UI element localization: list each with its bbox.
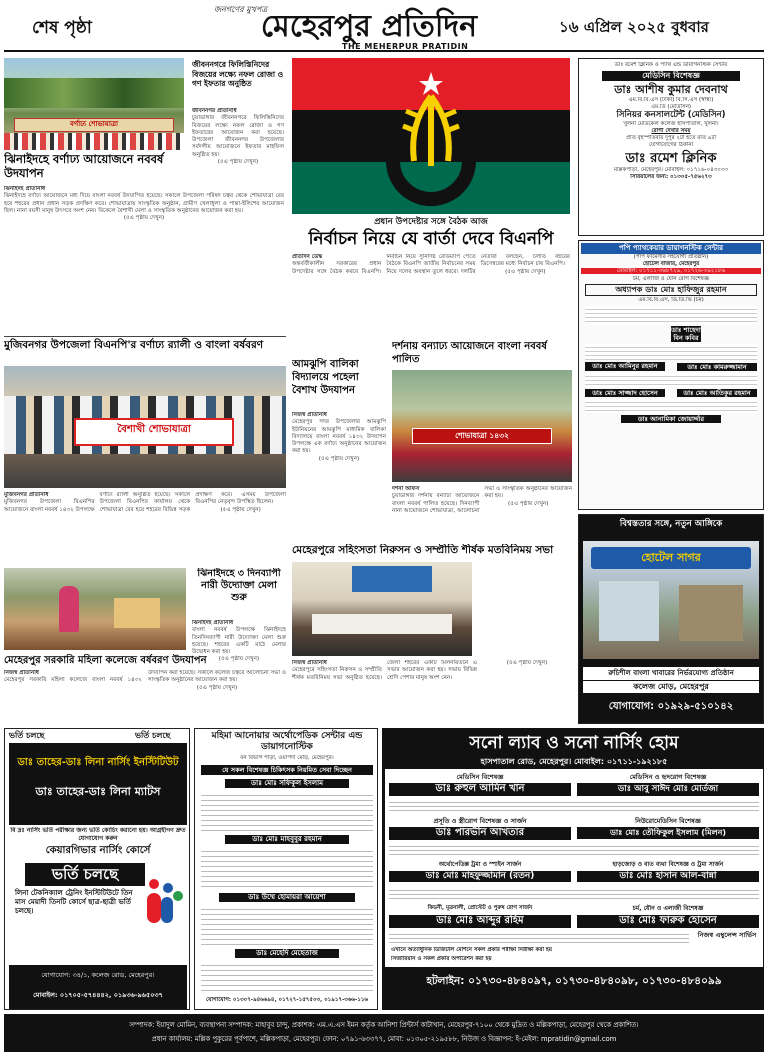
ad-admission: ভর্তি চলছে: [25, 863, 145, 886]
story-text: মুজিবনগর উপজেলা বিএনপির আয়োজনে বাংলা নববর্ষ ১৪৩২ উপলক্ষে বর্ণাঢ্য র‌্যালী অনুষ্ঠিত হয়েছে। সকালে উপজেলা বিএনপির কার্যালয় থেকে শোভাযাত্রা বের হয়ে শহরের বিভিন্ন সড়ক প্রদক্ষিণ করে। এসময় উপজেলা বিএনপির নেতৃবৃন্দ উপস্থিত ছিলেন।: [4, 492, 286, 513]
story-text: বাংলা নববর্ষ উপলক্ষে ঝিনাইদহে তিনদিনব্যাপী নারী উদ্যোক্তা মেলা শুরু হয়েছে। শহরের একটি মাঠে মেলার উদ্বোধন করা হয়।: [192, 627, 286, 656]
ad-desc: রুচিশীল বাংলা খাবারের নির্ভরযোগ্য প্রতিষ্ঠান: [583, 667, 759, 680]
photo-hotel: [583, 541, 759, 659]
ad-spec: কিডনী, মূত্রনালী, প্রোস্টেট ও পুরুষ রোগ সার্জন: [427, 905, 533, 911]
imprint-footer: [4, 1014, 764, 1052]
story-jibonnagar-body: [192, 108, 284, 186]
ad-mohima: [194, 728, 378, 1010]
story-text: মেহেরপুর সদর উপজেলার আমঝুপি ইউনিয়নের আমঝুপি মাধ্যমিক বালিকা বিদ্যালয়ে বাংলা নববর্ষ ১৪৩২ উদযাপন উপলক্ষে এক বর্ণাঢ্য অনুষ্ঠানের আয়োজন করা হয়।: [292, 419, 386, 455]
jump-line: (৫এ পৃষ্ঠায় দেখুন): [217, 158, 259, 165]
ad-mobile: মোবাইল: ০১৭০৫-৫৭৪৪৪২, ০১৯৩৬-৯৬৫০৩৭: [33, 991, 163, 999]
ad-top: ডাঃ রমেশ ক্লিনিক ও প্যাথ এন্ড ডায়াগনস্টিক সেন্টার: [614, 62, 728, 68]
ad-title: পপি প্যাথকেয়ার ডায়াগনস্টিক সেন্টার: [581, 243, 761, 254]
ad-nursing: [4, 728, 190, 1010]
ad-hospital: খুলনা মেডিকেল কলেজ হাসপাতাল, খুলনা।: [623, 121, 719, 127]
ad-doc: ডাঃ মোঃ সফিকুল ইসলাম: [225, 779, 349, 788]
ad-place: কলেজ মোড়, মেহেরপুর: [583, 681, 759, 693]
jump-line: (৫এ পৃষ্ঠায় দেখুন): [196, 684, 238, 691]
ad-popular: [578, 240, 764, 510]
byline: নিজস্ব প্রতিনিধি: [4, 670, 39, 676]
ad-doctor: ডাঃ আশীষ কুমার দেবনাথ: [614, 82, 728, 96]
newspaper-title-en: THE MEHERPUR PRATIDIN: [342, 42, 469, 51]
story-text: মেহেরপুর সরকারি মহিলা কলেজে বাংলা নববর্ষ ১৪৩২ উদযাপন করা হয়েছে। সকালে কলেজ চত্বরে আলোচনা সভা ও সাংস্কৃতিক অনুষ্ঠানের আয়োজন করা হয়।: [4, 670, 286, 684]
ad-spec: অর্থোপেডিক্স ট্রমা ও স্পাইন সার্জন: [438, 861, 522, 868]
ad-doc: ডাঃ মোঃ আতিকুর রহমান: [677, 389, 757, 397]
ad-doc-degree: এম.বি.বি.এস, ডি.ডি.ভি (চর্ম): [638, 297, 704, 304]
photo-sohingsota: [292, 562, 472, 656]
ad-doc: ডাঃ মোঃ আমিনুর রহমান: [585, 362, 665, 370]
ad-sono: [382, 728, 764, 1010]
imprint-line: সম্পাদক: ইয়াদুল মোমিন, ব্যবস্থাপনা সম্পাদক: মাহাবুব চান্দু, প্রকাশক: এম.এ.এস ইমন কর্তৃক আনিশা প্রিন্টার্স কাটাখান, মেহেরপুর-৭১০০ থেকে মুদ্রিত ও মল্লিকপাড়া, মেহেরপুর থেকে প্রকাশিত।: [129, 1021, 639, 1029]
ad-address: যোগাযোগ: ৩৪/১, কলেজ রোড, মেহেরপুর।: [41, 971, 155, 979]
ad-clinic: ডাঃ রমেশ ক্লিনিক: [625, 150, 717, 166]
ad-serial: সিরিয়ালের জন্য: ০১৩০৫-৭৫৬২৭৩: [630, 173, 712, 180]
headline-jhenaidah: ঝিনাইদহে বর্ণাঢ্য আয়োজনে নববর্ষ উদযাপন: [4, 152, 164, 180]
ad-mobile: মোবাইল: ০১৭১১-৩৬৮৭২৯, ০১৭২৬-৩৯২১৮৬: [581, 268, 761, 275]
headline-jibonnagar: জীবননগরে ফিলিস্তিনিদের বিজয়ের লক্ষ্যে নফল রোজা ও গণ ইফতার অনুষ্ঠিত: [192, 60, 284, 88]
jump-line: (৫এ পৃষ্ঠায় দেখুন): [505, 268, 546, 275]
masthead: [4, 4, 764, 52]
ad-doc: ডাঃ মোঃ কামরুজ্জামান: [677, 363, 757, 371]
headline-college: মেহেরপুর সরকারি মহিলা কলেজে বর্ষবরণ উদযাপন: [4, 655, 207, 666]
byline: ঝিনাইদহ প্রতিনিধি: [4, 186, 46, 192]
jump-line: (৫এ পৃষ্ঠায় দেখুন): [123, 215, 165, 222]
ad-address: হোটেল বাজার, মেহেরপুর: [642, 260, 700, 267]
photo-mujibnagar-rally: [4, 366, 286, 488]
ad-doc: ডাঃ মোঃ মাহফুজ্জামান (রতন): [389, 871, 571, 882]
photo-college: [4, 568, 186, 650]
ad-kicker: ভর্তি চলছে: [135, 731, 171, 740]
ad-address: মল্লিকপাড়া, মেহেরপুর। মোবাইল: ০১৭১৬-০৪৩০৩৩: [613, 166, 728, 173]
story-sohingsota-body: [292, 660, 572, 724]
caregiver-logo-icon: [145, 879, 185, 927]
byline: জীবননগর প্রতিনিধি: [192, 108, 237, 114]
story-jhenaidah-body: [4, 186, 284, 326]
ad-note: সিজারিয়ান ও সকল প্রকার অপারেশন করা হয়: [391, 956, 492, 962]
story-text: মেহেরপুরে সহিংসতা নিরুসন ও সম্প্রীতি শীর্ষক মতবিনিময় সভা অনুষ্ঠিত হয়েছে। জেলা শহরের একটি মিলনায়তনে এ সভার আয়োজন করা হয়। সভায় বিভিন্ন শ্রেণি পেশার মানুষ অংশ নেন।: [292, 660, 477, 681]
ad-contact: যোগাযোগের ঠিকানা: [648, 141, 694, 148]
headline-bnp: নির্বাচন নিয়ে যে বার্তা দেবে বিএনপি: [308, 229, 554, 249]
headline-mela: ঝিনাইদহে ৩ দিনব্যাপী নারী উদ্যোক্তা মেলা শুরু: [197, 568, 281, 603]
ad-medicine: [578, 58, 764, 236]
ad-doc: ডাঃ মোঃ মাহবুবুর রহমান: [225, 835, 349, 844]
ad-note: এখানে অত্যাধুনিক ডিজিটাল মেশিনে সকল প্রকার পরীক্ষা নিরীক্ষা করা হয়: [391, 947, 553, 953]
ad-degree2: এম.ডি (মেডিসিন): [650, 103, 692, 110]
ad-phone: যোগাযোগ: ০১৩০৭-৯৪৬৬৯৪, ০১৭২৭-১৫৭৫০৩, ০১৯১৭-৩৬৬-১১৬: [206, 997, 368, 1003]
ad-spec: মেডিসিন বিশেষজ্ঞ: [456, 773, 504, 781]
jump-line: (৫এ পৃষ্ঠায় দেখুন): [508, 500, 549, 507]
ad-hotel: [578, 514, 764, 724]
hotel-sign: হোটেল সাগর: [641, 551, 701, 564]
headline-sohingsota: মেহেরপুরে সহিংসতা নিরুসন ও সম্প্রীতি শীর্ষক মতবিনিময় সভা: [292, 544, 554, 556]
imprint-line: প্রধান কার্যালয়: মল্লিক পুকুরের পূর্বপাশে, মল্লিকপাড়া, মেহেরপুর। ফোন: ০৭৯১-৬৩৩৭৭, মোবা: ০১৩০৫-২১৯৫৮৮, নিউজ ও বিজ্ঞাপন: ই-মেইল: mpratidin@gmail.com: [151, 1035, 617, 1043]
ad-doc: ডাঃ মোঃ সাজ্জাদ হোসেন: [585, 389, 665, 397]
ad-sub: যে সকল বিশেষজ্ঞ চিকিৎসক নিয়মিত সেবা দিচ্ছেন: [201, 765, 373, 775]
ad-doc: ডাঃ মেহেদি মেহেতাজ: [235, 949, 339, 958]
jump-line: (৫এ পৃষ্ঠায় দেখুন): [220, 506, 261, 513]
ad-time: প্রতি বৃহস্পতিবার দুপুর ২টা হতে রাত ৯টা: [626, 134, 716, 141]
photo-banner: বর্ণাঢ্য শোভাযাত্রা: [69, 120, 119, 128]
ad-note: বি দ্রঃ নার্সিং ভর্তি পরীক্ষার জন্য ভর্তি কোচিং করানো হয়। আগ্রহীগণ দ্রুত যোগাযোগ করুন: [10, 827, 186, 842]
ad-doc: ডাঃ রুহুল আমিন খান: [389, 783, 571, 796]
ad-career: কেয়ারগিভার নার্সিং কোর্সে: [45, 845, 151, 856]
ad-doc: অধ্যাপক ডাঃ মোঃ হাফিজুর রহমান: [585, 284, 757, 296]
ad-spec: হাড়জোড় ও বাত ব্যথা বিশেষজ্ঞ ও ট্রমা সার্জন: [612, 861, 724, 868]
story-bnp-body: [292, 254, 570, 330]
story-text: চুয়াডাঙ্গার দর্শনায় বন্যাঢ্য আয়োজনে বাংলা নববর্ষ পালিত হয়েছে। দিনব্যাপী নানা আয়োজনে শোভাযাত্রা, আলোচনা সভা ও সাংস্কৃতিক অনুষ্ঠানের আয়োজন করা হয়।: [392, 486, 572, 514]
ad-spec: মেডিসিন ও হৃদরোগ বিশেষজ্ঞ: [629, 773, 707, 781]
ad-phone: যোগাযোগ: ০১৯২৯-৫১০১৪২: [608, 701, 734, 712]
ad-doc: ডাঃ মোঃ আব্দুর রহিম: [389, 915, 571, 928]
ad-side: নিজস্ব এম্বুলেন্স সার্ভিস: [697, 931, 757, 939]
ad-doc: ডাঃ আবু সাঈদ মোঃ মোর্তজা: [577, 783, 759, 796]
ad-spec: চর্ম, এলার্জি ও যৌন রোগ বিশেষজ্ঞ: [632, 276, 710, 283]
story-darshana-body: [392, 486, 572, 538]
jump-line: (৫এ পৃষ্ঠায় দেখুন): [318, 455, 360, 462]
bnp-flag: [292, 58, 570, 214]
headline-mujibnagar: মুজিবনগর উপজেলা বিএনপি'র বর্ণাঢ্য র‌্যালী ও বাংলা বর্ষবরণ: [4, 336, 286, 352]
ad-spec: প্রসূতি ও স্ত্রীরোগ বিশেষজ্ঞ ও সার্জন: [433, 817, 527, 825]
bnp-logo-icon: [376, 66, 486, 206]
ad-doc: ডাঃ মোঃ ফারুক হোসেন: [577, 915, 759, 928]
ad-tag: বিশ্বস্ততার সঙ্গে, নতুন আঙ্গিকে: [619, 519, 723, 529]
ad-post: সিনিয়র কনসালটেন্ট (মেডিসিন): [616, 110, 726, 121]
ad-hotline: হটলাইন: ০১৭৩০-৪৮৪০৯৭, ০১৭৩০-৪৮৪০৯৮, ০১৭৩০-৪৮৪০৯৯: [426, 975, 722, 987]
ad-spec: নিউরোমেডিসিন বিশেষজ্ঞ: [635, 817, 701, 825]
jump-line: (৫এ পৃষ্ঠায় দেখুন): [218, 656, 260, 663]
ad-sub: (পপি ফার্মেসীর সহযোগী প্রতিষ্ঠান): [633, 253, 709, 260]
ad-name: ডাঃ তাহের-ডাঃ লিনা নার্সিং ইনস্টিটিউট: [17, 757, 179, 768]
ad-doc: ডাঃ শাহেদা বিন কবির: [671, 326, 701, 343]
headline-amjhupi: আমঝুপি বালিকা বিদ্যালয়ে পহেলা বৈশাখ উদযাপন: [292, 359, 359, 396]
story-college-body: [4, 670, 286, 724]
ad-doc: ডাঃ পারভীন আখতার: [389, 827, 571, 840]
ad-degree: এম.বি.বি.এস (ঢাকা) বি.সি.এস (স্বাস্থ্য): [628, 96, 714, 103]
story-text: চুয়াডাঙ্গার জীবননগরে ফিলিস্তিনিদের বিজয়ের লক্ষ্যে নফল রোজা ও গণ ইফতারের আয়োজন করা হয়েছে। উপজেলা জীবননগর উপজেলার সর্বদলীয় আয়োজনে ইফতার মাহফিল অনুষ্ঠিত হয়।: [192, 115, 284, 158]
ad-kicker: ভর্তি চলছে: [9, 731, 45, 740]
ad-chamber: রোগী দেখার সময়: [651, 127, 691, 134]
byline: মুজিবনগর প্রতিনিধি: [4, 492, 49, 498]
headline-darshana: দর্শনায় বন্যাঢ্য আয়োজনে বাংলা নববর্ষ পালিত: [392, 341, 547, 365]
byline: নিজস্ব প্রতিনিধি: [292, 412, 327, 418]
photo-jhenaidah-rally: [4, 58, 184, 150]
story-amjhupi-body: [292, 412, 386, 492]
byline: প্রতিদিন ডেস্ক: [292, 254, 323, 260]
ad-doc: ডাঃ মোঃ হাসান আল-বান্না: [577, 871, 759, 882]
story-text: অন্তর্বর্তীকালীন সরকারের প্রধান উপদেষ্টার সঙ্গে বৈঠক করবে বিএনপি। নির্বাচন নিয়ে সুনির্দিষ্ট রোডম্যাপ পেতে বৈঠকে বিএনপি জাতীয় নির্বাচনের সময় নিয়ে দলের অবস্থান তুলে ধরবে। দলটির নেতারা বলছেন, চলতি বছরের ডিসেম্বরের মধ্যে নির্বাচন চায় বিএনপি।: [292, 254, 570, 275]
ad-specialty: মেডিসিন বিশেষজ্ঞ: [602, 71, 740, 81]
tagline: জনগণের মুখপত্র: [214, 5, 268, 14]
jump-line: (৫এ পৃষ্ঠায় দেখুন): [506, 660, 548, 666]
ad-address: বন বিভাগ পাড়া, ওয়াপদা মোড়, মেহেরপুর।: [240, 755, 334, 761]
bnp-kicker: প্রধান উপদেষ্টার সঙ্গে বৈঠক আজ: [374, 217, 488, 227]
byline: ঝিনাইদহ প্রতিনিধি: [192, 620, 234, 626]
ad-title: সনো ল্যাব ও সনো নার্সিং হোম: [469, 733, 679, 753]
ad-doc: ডাঃ মোঃ তৌফিকুল ইসলাম (মিলন): [577, 827, 759, 839]
ad-sub: হাসপাতাল রোড, মেহেরপুর। মোবাইল: ০১৭১১-১৯২১৮৫: [480, 757, 668, 766]
byline: দর্শনা অফিস: [392, 486, 420, 492]
ad-doc: ডাঃ আনামিকা জোয়ার্দ্দার: [621, 415, 721, 423]
ad-doc: ডাঃ উম্মে হোমায়রা আয়েশা: [219, 893, 355, 902]
photo-banner: শোভাযাত্রা ১৪৩২: [455, 431, 509, 440]
ad-title: মহিমা আনোয়ার অর্থোপেডিক সেন্টার এন্ড ডায়াগনোস্টিক: [211, 731, 363, 752]
photo-darshana: [392, 370, 572, 482]
ad-name: ডাঃ তাহের-ডাঃ লিনা ম্যাটস: [35, 785, 161, 798]
story-text: ঝিনাইদহে বর্ণাঢ্য আয়োজনে মধ্য দিয়ে বাংলা নববর্ষ উদযাপিত হয়েছে। সকালে উপজেলা পরিষদ চত্বর থেকে শোভাযাত্রা বের হয়ে শহরের প্রধান প্রধান সড়ক প্রদক্ষিণ করে। শোভাযাত্রায় সাংস্কৃতিক অনুষ্ঠান, গ্রামীণ খেলাধুলা ও পান্তা-ইলিশের আয়োজন ছিল। নানা বয়সী মানুষ উৎসবে অংশ নেন। বিকেলে বৈশাখী মেলা ও সাংস্কৃতিক অনুষ্ঠানের আয়োজন করা হয়।: [4, 193, 284, 214]
newspaper-title: মেহেরপুর প্রতিদিন: [260, 9, 478, 44]
byline: নিজস্ব প্রতিনিধি: [292, 660, 327, 666]
ad-spec: চর্ম, যৌন ও এলার্জী বিশেষজ্ঞ: [632, 905, 704, 912]
ad-inst: লিনা টেকনিক্যাল ট্রেনিং ইনস্টিটিউটে তিন মাস মেয়াদী তিনটি কোর্সে ছাত্র-ছাত্রী ভর্তি চলছে।: [15, 889, 133, 915]
story-mujibnagar-body: [4, 492, 286, 564]
photo-banner: বৈশাখী শোভাযাত্রা: [117, 424, 191, 435]
section-label: শেষ পৃষ্ঠা: [32, 18, 92, 38]
issue-date: ১৬ এপ্রিল ২০২৫ বুধবার: [559, 18, 709, 36]
